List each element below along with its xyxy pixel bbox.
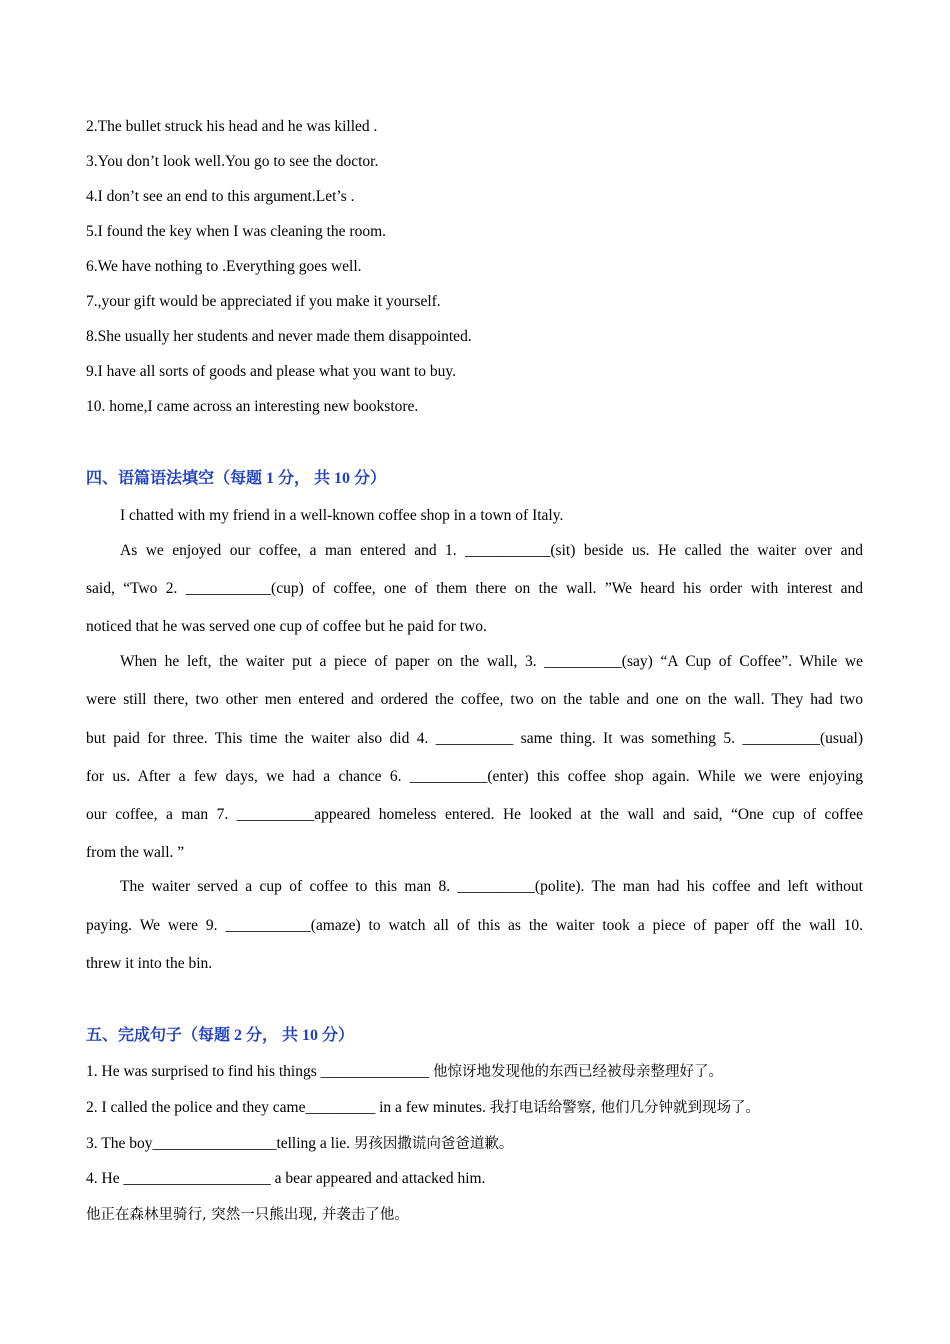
passage-line: said, “Two 2. ___________(cup) of coffee, one of them there on the wall. ”We heard his order with interest and [86, 580, 863, 597]
section3-item-8: 8.She usually her students and never made them disappointed. [86, 328, 472, 345]
passage-line: from the wall. ” [86, 844, 185, 861]
sentence-chinese: 男孩因撒谎向爸爸道歉。 [353, 1136, 514, 1152]
sentence-chinese: 我打电话给警察, 他们几分钟就到现场了。 [489, 1100, 760, 1116]
passage-line: noticed that he was served one cup of coffee but he paid for two. [86, 618, 487, 635]
passage-line: I chatted with my friend in a well-known coffee shop in a town of Italy. [120, 507, 564, 524]
sentence-item-3 [86, 1134, 513, 1154]
passage-line: As we enjoyed our coffee, a man entered and 1. ___________(sit) beside us. He called the waiter over and [120, 542, 863, 559]
section3-item-7: 7.,your gift would be appreciated if you make it yourself. [86, 293, 441, 310]
passage-line: The waiter served a cup of coffee to this man 8. __________(polite). The man had his coffee and left without [120, 878, 863, 895]
section5-heading: 五、完成句子（每题 2 分， 共 10 分） [86, 1027, 355, 1044]
passage-line: our coffee, a man 7. __________appeared homeless entered. He looked at the wall and said, “One cup of coffee [86, 806, 863, 823]
section3-item-2: 2.The bullet struck his head and he was killed . [86, 118, 378, 135]
sentence-chinese: 他惊讶地发现他的东西已经被母亲整理好了。 [433, 1064, 724, 1080]
sentence-english: 1. He was surprised to find his things ______________ [86, 1063, 434, 1080]
sentence-item-2 [86, 1098, 760, 1118]
section3-item-4: 4.I don’t see an end to this argument.Let’s . [86, 188, 355, 205]
sentence-english: 3. The boy________________telling a lie. [86, 1135, 354, 1152]
sentence-item-1 [86, 1062, 723, 1082]
section3-item-3: 3.You don’t look well.You go to see the doctor. [86, 153, 379, 170]
sentence-item-4-translation: 他正在森林里骑行, 突然一只熊出现, 并袭击了他。 [86, 1207, 409, 1223]
section3-item-9: 9.I have all sorts of goods and please what you want to buy. [86, 363, 457, 380]
sentence-item-4 [86, 1169, 485, 1189]
section3-item-5: 5.I found the key when I was cleaning the room. [86, 223, 387, 240]
sentence-english: 2. I called the police and they came_________ in a few minutes. [86, 1099, 490, 1116]
passage-line: but paid for three. This time the waiter also did 4. __________ same thing. It was something 5. __________(usual) [86, 730, 863, 747]
passage-line: paying. We were 9. ___________(amaze) to watch all of this as the waiter took a piece of paper off the wall 10. [86, 917, 863, 934]
section4-heading: 四、语篇语法填空（每题 1 分， 共 10 分） [86, 470, 387, 487]
passage-line: When he left, the waiter put a piece of paper on the wall, 3. __________(say) “A Cup of Coffee”. While we [120, 653, 863, 670]
passage-line: threw it into the bin. [86, 955, 213, 972]
passage-line: for us. After a few days, we had a chance 6. __________(enter) this coffee shop again. While we were enjoying [86, 768, 863, 785]
sentence-english: 4. He ___________________ a bear appeared and attacked him. [86, 1170, 486, 1187]
section3-item-10: 10. home,I came across an interesting new bookstore. [86, 398, 419, 415]
passage-line: were still there, two other men entered and ordered the coffee, two on the table and one on the wall. They had two [86, 691, 863, 708]
section3-item-6: 6.We have nothing to .Everything goes well. [86, 258, 362, 275]
